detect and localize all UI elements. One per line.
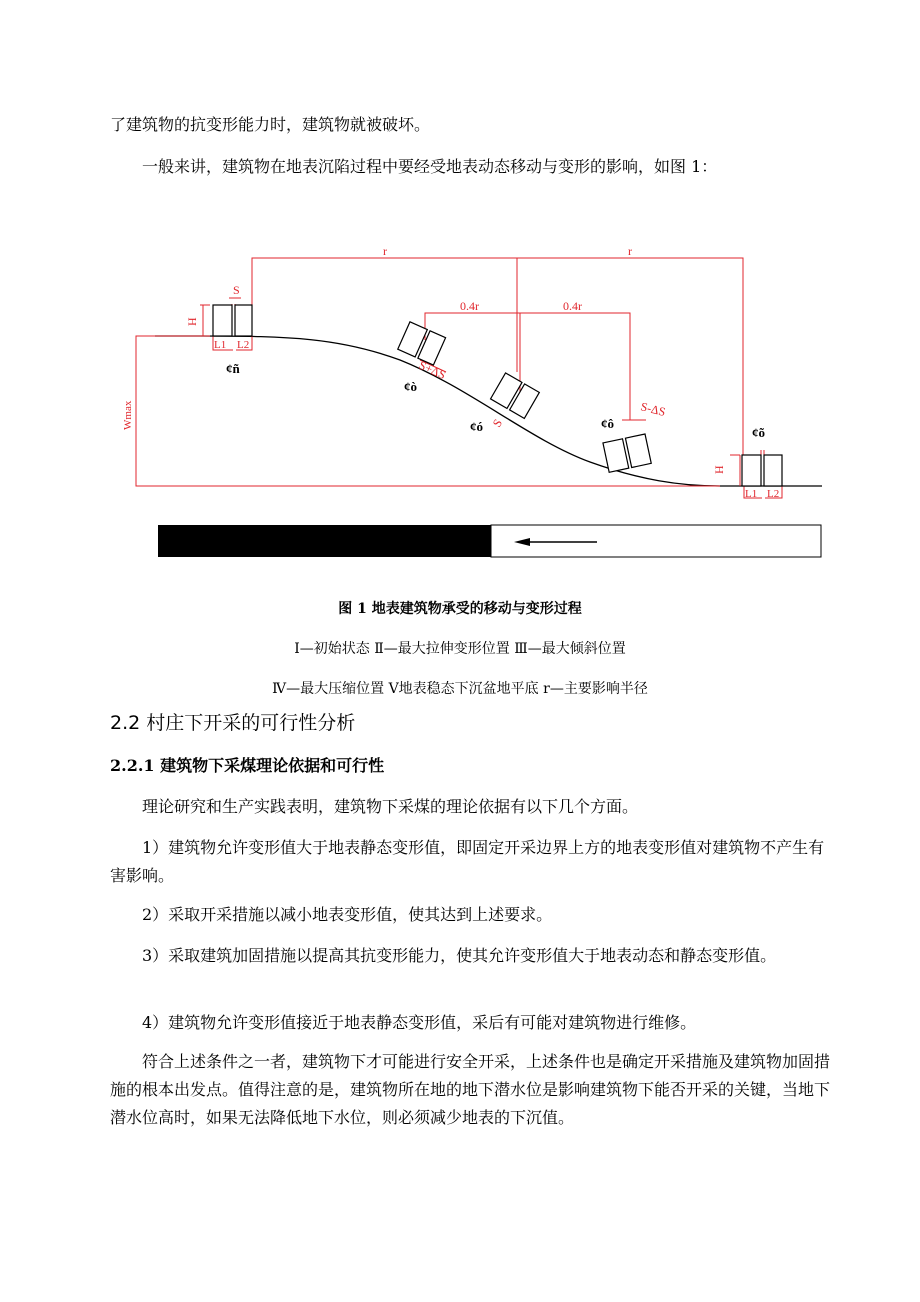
label-h-left: H [185, 317, 199, 326]
paragraph-2: 1）建筑物允许变形值大于地表静态变形值，即固定开采边界上方的地表变形值对建筑物不产生有害影响。 [110, 838, 825, 885]
label-r-left: r [383, 244, 387, 258]
label-04r-left: 0.4r [460, 299, 479, 313]
building-1-right [235, 305, 252, 336]
intro-line-1: 了建筑物的抗变形能力时，建筑物就被破坏。 [110, 115, 431, 134]
paragraph-6: 符合上述条件之一者，建筑物下才可能进行安全开采，上述条件也是确定开采措施及建筑物加固措施的根本出发点。值得注意的是，建筑物所在地的地下潜水位是影响建筑物下能否开采的关键，当地下潜水位高时，如果无法降低地下水位，则必须减少地表的下沉值。 [110, 1052, 831, 1127]
label-s-top: S [233, 283, 240, 297]
paragraph-5: 4）建筑物允许变形值接近于地表静态变形值，采后有可能对建筑物进行维修。 [142, 1013, 697, 1032]
position-label-2: ¢ò [404, 379, 417, 394]
figure-caption-title: 图 1 地表建筑物承受的移动与变形过程 [338, 601, 582, 617]
subsidence-figure [110, 225, 830, 565]
paragraph-3: 2）采取开采措施以减小地表变形值，使其达到上述要求。 [142, 905, 553, 924]
label-s-minus: S-ΔS [639, 399, 667, 419]
intro-line-2: 一般来讲，建筑物在地表沉陷过程中要经受地表动态移动与变形的影响，如图 1： [142, 157, 718, 176]
subsection-heading: 2.2.1 建筑物下采煤理论依据和可行性 [110, 756, 385, 775]
label-l2-right: L2 [767, 488, 780, 500]
label-l1-left: L1 [214, 339, 227, 351]
buildings [213, 305, 782, 486]
section-heading: 2.2 村庄下开采的可行性分析 [110, 712, 356, 734]
position-label-4: ¢ô [601, 416, 614, 431]
label-h-right: H [712, 465, 726, 474]
unmined-area-bar [491, 525, 821, 557]
position-label-1: ¢ñ [226, 361, 240, 376]
building-1-left [213, 305, 232, 336]
subsidence-diagram [110, 225, 830, 565]
ground-profile [155, 336, 822, 486]
position-label-5: ¢õ [752, 425, 765, 440]
label-r-right: r [628, 244, 632, 258]
mined-area-bar [158, 525, 491, 557]
label-l1-right: L1 [745, 488, 758, 500]
label-wmax: Wmax [122, 400, 134, 430]
label-04r-right: 0.4r [563, 299, 582, 313]
building-5-right [764, 455, 782, 486]
paragraph-4: 3）采取建筑加固措施以提高其抗变形能力，使其允许变形值大于地表动态和静态变形值。 [142, 946, 777, 965]
building-4-right [625, 434, 651, 468]
figure-caption-line-1: Ⅰ—初始状态 Ⅱ—最大拉伸变形位置 Ⅲ—最大倾斜位置 [294, 641, 626, 657]
label-s-plus: S+ΔS [416, 357, 448, 383]
position-label-3: ¢ó [470, 419, 483, 434]
label-s-mid: S [489, 416, 506, 430]
label-l2-left: L2 [237, 339, 250, 351]
building-5-left [742, 455, 761, 486]
figure-caption-line-2: Ⅳ—最大压缩位置 Ⅴ地表稳态下沉盆地平底 r—主要影响半径 [272, 681, 648, 697]
paragraph-1: 理论研究和生产实践表明，建筑物下采煤的理论依据有以下几个方面。 [142, 797, 639, 816]
